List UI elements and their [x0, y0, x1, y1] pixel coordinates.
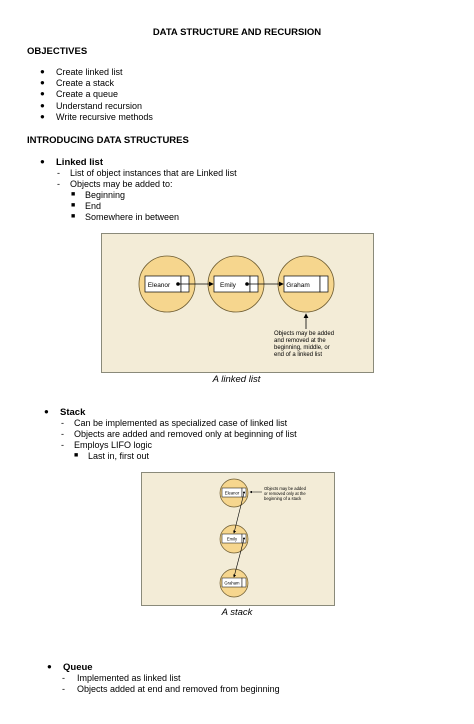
- node-label-graham: Graham: [224, 580, 240, 586]
- linked-list-label: Linked list: [56, 157, 103, 168]
- square-bullet-icon: ■: [74, 452, 79, 459]
- square-bullet-icon: ■: [71, 191, 76, 198]
- stack-point: Can be implemented as specialized case of linked list: [74, 418, 288, 428]
- node-label-emily: Emily: [220, 282, 236, 289]
- dash-icon: -: [62, 684, 65, 694]
- linked-list-point: List of object instances that are Linked list: [70, 168, 237, 178]
- dash-icon: -: [57, 179, 60, 189]
- stack-point: Employs LIFO logic: [74, 440, 153, 450]
- dash-icon: -: [61, 418, 64, 428]
- bullet-icon: ●: [40, 157, 45, 166]
- bullet-icon: ●: [44, 407, 49, 416]
- stack-figure: [141, 472, 335, 606]
- bullet-icon: ●: [40, 78, 45, 87]
- square-bullet-icon: ■: [71, 202, 76, 209]
- objective-item: Create a stack: [56, 78, 115, 88]
- linked-list-point: Objects may be added to:: [70, 179, 173, 189]
- stack-point: Objects are added and removed only at beginning of list: [74, 429, 297, 439]
- linked-list-figure: [101, 233, 374, 373]
- figure-caption: A linked list: [212, 374, 261, 385]
- linked-list-subpoint: Beginning: [85, 190, 126, 200]
- node-label-eleanor: Eleanor: [147, 282, 171, 289]
- queue-label: Queue: [63, 662, 93, 673]
- linked-list-diagram: [102, 234, 373, 372]
- objective-item: Create a queue: [56, 89, 119, 99]
- bullet-icon: ●: [40, 101, 45, 110]
- node-label-emily: Emily: [226, 536, 238, 542]
- stack-subpoint: Last in, first out: [88, 451, 150, 461]
- queue-point: Objects added at end and removed from beginning: [77, 684, 280, 694]
- bullet-icon: ●: [40, 67, 45, 76]
- section-heading: INTRODUCING DATA STRUCTURES: [27, 135, 189, 146]
- linked-list-subpoint: Somewhere in between: [85, 212, 180, 222]
- figure-note: Objects may be added and removed at the beginning, middle, or end of a linked list: [274, 331, 335, 358]
- figure-caption: A stack: [221, 607, 253, 618]
- bullet-icon: ●: [40, 89, 45, 98]
- stack-diagram: [142, 473, 334, 605]
- objectives-heading: OBJECTIVES: [27, 46, 88, 57]
- node-label-eleanor: Eleanor: [224, 490, 240, 496]
- linked-list-subpoint: End: [85, 201, 102, 211]
- dash-icon: -: [62, 673, 65, 683]
- objective-item: Create linked list: [56, 67, 123, 77]
- bullet-icon: ●: [47, 662, 52, 671]
- objective-item: Write recursive methods: [56, 112, 153, 122]
- dash-icon: -: [57, 168, 60, 178]
- node-label-graham: Graham: [286, 282, 310, 289]
- figure-note: Objects may be added or removed only at the beginning of a stack: [264, 486, 306, 501]
- objective-item: Understand recursion: [56, 101, 143, 111]
- bullet-icon: ●: [40, 112, 45, 121]
- stack-label: Stack: [60, 407, 86, 418]
- dash-icon: -: [61, 440, 64, 450]
- queue-point: Implemented as linked list: [77, 673, 181, 683]
- dash-icon: -: [61, 429, 64, 439]
- page-title: DATA STRUCTURE AND RECURSION: [152, 27, 322, 38]
- square-bullet-icon: ■: [71, 213, 76, 220]
